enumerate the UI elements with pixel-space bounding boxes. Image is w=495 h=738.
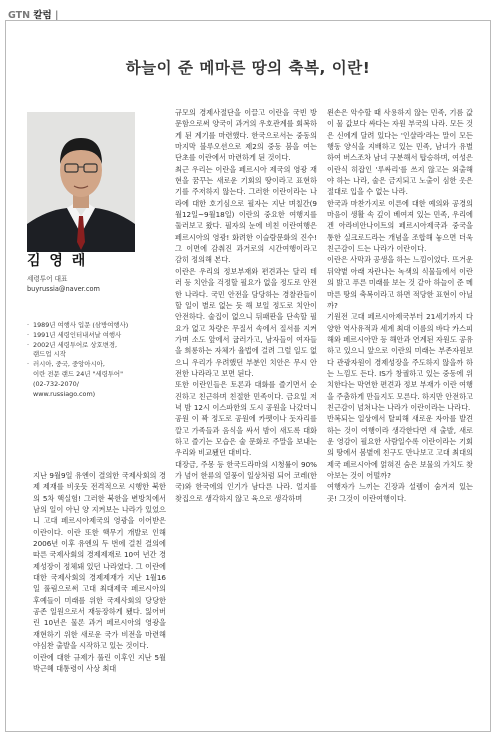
section-header bbox=[8, 7, 59, 21]
article-column-2: 규모의 경제사절단을 이끌고 이란을 국빈 방문함으로써 양국이 과거의 우호관계를 회복하게 된 계기를 마련했다. 한국으로서는 중동의 마지막 블루오션으로 제2의 중동 붐을 여는 단초를 이란에서 마련하게 된 것이다. 최근 우리는 이란을 페르시아 제국의 영광 재현을 꿈꾸는 새로운 기회의 땅이라고 표현하기를 주저하지 않는다. 그러한 이란이라는 나라에 대한 호기심으로 필자는 지난 며칠간(9월12일~9월18일) 이란의 중요한 여행지를 둘러보고 왔다. 필자의 눈에 비친 이란여행은 페르시아의 영광! 화려한 이슬람문화의 진수! 그 이면에 감춰진 과거로의 시간여행이라고 감히 정의해 본다. 이란은 우리의 정보부재와 편견과는 달리 테러 등 치안을 걱정할 필요가 없을 정도로 안전한 나라다. 국민 안전을 담당하는 경찰관들이 할 일이 별로 없는 듯 해 보일 정도로 치안이 안전하다. 술집이 없으니 뒤패판을 단속할 필요가 없고 차량은 무질서 속에서 질서를 지켜가며 소도 앞에서 굽러가고, 남자들이 여자들을 희롱하는 자체가 율법에 걸려 그럴 일도 없으니 우리가 우려했던 부분인 치안은 무시 안전한 나라라고 보면 된다. 또한 이란인들은 토론과 대화를 즐기면서 순진하고 친근하며 친절한 민족이다. 금요일 저녁 밤 12시 이스파한의 도시 공원을 나갔더니 공원 이 꽉 정도로 공원에 카펫이나 돗자리를 깔고 가족들과 음식을 싸서 밤이 새도록 대화하고 즐기는 모습은 술 문화로 주말을 보내는 우리와 비교됐던 대비다. 대장금, 주몽 등 한국드라마의 시청률이 90%가 넘어 한류의 열풍이 일상처럼 되어 코레(한국)와 한국에의 인기가 남다른 나라. 얼지를 찾집으로 생각하지 않고 육으로 생각하며 bbox=[175, 108, 317, 503]
article-column-3: 왼손은 악수할 때 사용하지 않는 민족, 기름 값이 물 값보다 싸다는 자원 부국의 나라. 모든 것은 신에게 달려 있다는 '인샬라'라는 말이 모든 행동 양식을 지배하고 있는 민족, 남녀가 유별하여 버스조차 남녀 구분해서 탑승하며, 여성은 이란식 히잡인 '루싸리'를 쓰지 않고는 외출해야 하는 나라, 술은 금지되고 노출이 심한 옷은 절대로 입을 수 없는 나라. 한국과 마찬가지로 이른에 대한 예의와 공경의 마음이 생활 속 깊이 베여져 있는 민족, 우리에겐 아라비안나이트의 페르시아제국과 중국을 통한 실크로드라는 개념을 조합해 놓으면 더욱 친근감이 드는 나라가 이란이다. 이란은 사막과 공생을 하는 느낌이었다. 뜨거운 뒤약볕 아래 자란나는 녹색의 식물들에서 이란의 밝고 푸른 미래를 보는 것 같아 하늘이 준 메마른 땅의 축복이라고 하면 적당한 표현이 아닐까? 기원전 고대 페르시아제국부터 21세기까지 다양한 역사유적과 세계 최대 이름의 바다 카스피해와 페르시아만 등 해안과 연계된 자원도 공유하고 있으니 앞으로 이란의 미래는 부존자원보다 관광자원이 경제성장을 주도하지 않을까 하는 느낌도 든다. IS가 창궐하고 있는 중동에 위치한다는 막연한 편견과 정보 부재가 이란 여행을 주춤하게 만들지도 모른다. 하지만 안전하고 친근감이 넘쳐나는 나라가 이란이라는 나라다. 반복되는 일상에서 탈피해 새로운 자아를 발견하는 것이 여행이라 생각한다면 새 출발, 새로운 영감이 필요한 사람일수록 이란이라는 기회의 땅에서 봄볕에 친구도 만나보고 고대 최대의 제국 페르시아에 얽혀진 숨은 보물의 가치도 찾아보는 것이 어떨까? 여행자가 느끼는 긴장과 설렘이 숨겨져 있는 곳! 그것이 이란여행이다. bbox=[327, 108, 473, 503]
career-item-continued: 이란 전문 랜드 24년 "세령투어" bbox=[33, 369, 124, 378]
author-name: 김 영 래 bbox=[27, 253, 88, 269]
career-item: · 1989년 여행사 입문 (삼방여행사) bbox=[27, 321, 145, 331]
career-item-continued: 랜드업 시작 bbox=[33, 350, 66, 359]
author-photo bbox=[27, 112, 135, 252]
article-column-1: 지난 9월9일 유엔이 결의한 국제사회의 경제 제재를 비웃듯 전격적으로 시행한 북한의 5차 핵실험! 그러한 북한을 변방치에서 남의 일이 아닌 양 지켜보는 나라가 있었으니 고대 페르시아제국의 영광을 이어받은 이란이다. 이란 또한 핵무기 개발로 인해 2006년 이후 유엔의 두 번에 걸친 결의에 따른 국제사회의 경제제재로 10여 년간 경제성장이 정체돼 있던 나라였다. 그 이란에 대한 국제사회의 경제제재가 지난 1월16일 풀림으로써 고대 최대제국 페르시아의 후예들이 미래를 위한 국제사회의 당당한 공존 일원으로서 재등장하게 됐다. 잃어버린 10년은 물론 과거 페르시아의 영광을 재현하기 위한 새로운 국가 비전을 마련해 야심찬 출발을 시작하고 있는 것이다. 이란에 대한 규제가 풀린 이후인 지난 5월 박근혜 대통령이 사상 최대 bbox=[33, 471, 166, 673]
career-item: · 러시아, 중국, 중앙아시아, bbox=[27, 360, 145, 370]
section-label: 칼럼 bbox=[33, 10, 52, 21]
author-role: 세령투어 대표 bbox=[27, 275, 68, 283]
article-title: 하늘이 준 메마른 땅의 축복, 이란! bbox=[125, 59, 371, 77]
author-phone: (02-732-2070/ bbox=[33, 379, 79, 388]
career-item: · 1991년 세령인터내셔날 여행사 bbox=[27, 331, 145, 341]
header-separator: | bbox=[55, 10, 59, 21]
author-email: buyrussia@naver.com bbox=[27, 285, 100, 293]
author-website: www.russiago.com) bbox=[33, 389, 96, 398]
author-role-block bbox=[27, 274, 100, 294]
brand-label: GTN bbox=[8, 10, 31, 21]
author-career bbox=[27, 321, 145, 399]
career-item: · 2002년 세령투어로 상호변경, bbox=[27, 341, 145, 351]
